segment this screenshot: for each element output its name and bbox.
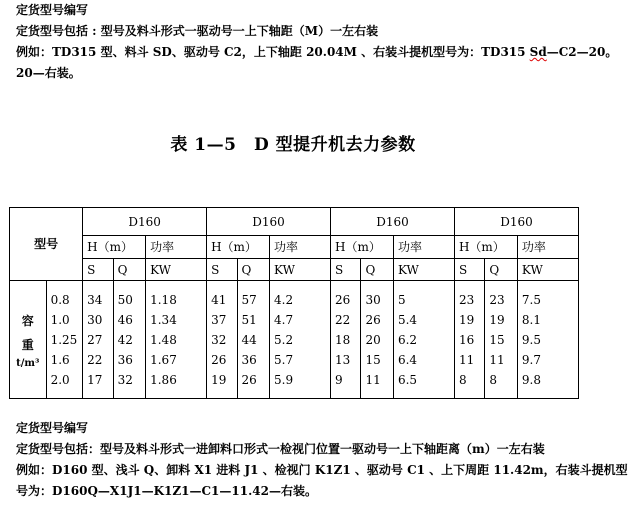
cell-s-value: 26 xyxy=(211,352,227,367)
group-4-model: D160 xyxy=(454,208,578,236)
cell-q-value: 36 xyxy=(117,352,133,367)
cell-s-value: 17 xyxy=(87,372,103,387)
group-1-s-header: S xyxy=(83,259,113,281)
cell-kw-value: 5.7 xyxy=(274,352,294,367)
group-2-s-values xyxy=(207,281,237,399)
cell-s-value: 41 xyxy=(211,292,227,307)
cell-q-value: 57 xyxy=(241,292,257,307)
capacity-label: 容 重 t/m³ xyxy=(10,281,47,399)
outro-line-2: 例如：D160 型、浅斗 Q、卸料 X1 进料 J1 、检视门 K1Z1 、驱动号 C1 、上下周距 11.42m，右装斗提机型 xyxy=(16,463,628,477)
cell-kw-value: 8.1 xyxy=(521,312,542,327)
group-3-model: D160 xyxy=(331,208,455,236)
group-2-q-header: Q xyxy=(237,259,270,281)
group-4-h-label: H（m） xyxy=(454,236,517,259)
group-4-q-values xyxy=(485,281,518,399)
group-4-s-header: S xyxy=(454,259,484,281)
group-1-q-values xyxy=(113,281,146,399)
group-4-q-header: Q xyxy=(485,259,518,281)
cell-s-value: 8 xyxy=(458,372,467,387)
group-3-h-label: H（m） xyxy=(331,236,394,259)
group-2-model: D160 xyxy=(207,208,331,236)
cell-q-value: 46 xyxy=(117,312,133,327)
cell-q-value: 8 xyxy=(489,372,498,387)
group-4-s-values xyxy=(454,281,484,399)
cell-kw-value: 1.18 xyxy=(150,292,177,307)
group-1-q-header: Q xyxy=(113,259,146,281)
intro-line-3: 20—右装。 xyxy=(16,66,81,80)
cell-s-value: 37 xyxy=(211,312,227,327)
cell-kw-value: 9.7 xyxy=(521,352,542,367)
intro-line-2-a: 例如：TD315 型、料斗 SD、驱动号 C2，上下轴距 20.04M 、右装斗提机型号为：TD315 xyxy=(16,45,530,59)
cell-q-value: 23 xyxy=(489,292,505,307)
density-column xyxy=(46,281,83,399)
cell-q-value: 15 xyxy=(489,332,505,347)
group-3-kw-values xyxy=(393,281,454,399)
intro-line-1: 定货型号包括 : 型号及料斗形式一驱动号一上下轴距（M）一左右装 xyxy=(16,24,379,38)
density-value: 1.0 xyxy=(50,312,70,327)
group-1-s-values xyxy=(83,281,113,399)
cell-s-value: 34 xyxy=(87,292,103,307)
group-3-q-values xyxy=(361,281,394,399)
cell-q-value: 11 xyxy=(365,372,381,387)
intro-line-2 xyxy=(16,42,617,63)
cell-q-value: 20 xyxy=(365,332,381,347)
cell-kw-value: 4.7 xyxy=(274,312,294,327)
group-2-kw-header: KW xyxy=(270,259,331,281)
group-4-kw-header: KW xyxy=(517,259,578,281)
intro-paragraph xyxy=(16,0,617,84)
density-value: 1.6 xyxy=(50,352,70,367)
table-title: 表 1—5 D 型提升机去力参数 xyxy=(170,135,416,155)
outro-line-3: 号为：D160Q—X1J1—K1Z1—C1—11.42—右装。 xyxy=(16,484,317,498)
intro-heading: 定货型号编写 xyxy=(16,3,89,17)
cell-kw-value: 1.67 xyxy=(150,352,177,367)
cell-q-value: 26 xyxy=(365,312,381,327)
cell-kw-value: 9.8 xyxy=(521,372,542,387)
group-2-q-values xyxy=(237,281,270,399)
cell-s-value: 32 xyxy=(211,332,227,347)
group-4-kw-values xyxy=(517,281,578,399)
cell-s-value: 27 xyxy=(87,332,103,347)
cell-s-value: 18 xyxy=(335,332,351,347)
cell-s-value: 11 xyxy=(458,352,475,367)
group-2-power-label: 功率 xyxy=(270,236,331,259)
cell-kw-value: 6.5 xyxy=(397,372,418,387)
intro-line-2-spellcheck: Sd xyxy=(529,45,547,59)
cell-s-value: 23 xyxy=(458,292,475,307)
group-3-kw-header: KW xyxy=(393,259,454,281)
cell-s-value: 19 xyxy=(458,312,475,327)
cell-q-value: 26 xyxy=(241,372,257,387)
parameter-table xyxy=(9,207,579,399)
group-3-s-values xyxy=(331,281,361,399)
cell-kw-value: 6.2 xyxy=(397,332,418,347)
cell-q-value: 50 xyxy=(117,292,133,307)
group-2-s-header: S xyxy=(207,259,237,281)
cell-q-value: 30 xyxy=(365,292,381,307)
cell-q-value: 32 xyxy=(117,372,133,387)
group-1-kw-values xyxy=(146,281,207,399)
group-2-kw-values xyxy=(270,281,331,399)
cell-s-value: 9 xyxy=(335,372,343,387)
cell-s-value: 22 xyxy=(335,312,351,327)
group-3-q-header: Q xyxy=(361,259,394,281)
cell-kw-value: 1.86 xyxy=(150,372,177,387)
cell-q-value: 36 xyxy=(241,352,257,367)
cell-kw-value: 5.4 xyxy=(397,312,418,327)
cell-q-value: 51 xyxy=(241,312,257,327)
outro-line-1: 定货型号包括：型号及料斗形式一进卸料口形式一检视门位置一驱动号一上下轴距离（m）一左右装 xyxy=(16,442,545,456)
cell-q-value: 42 xyxy=(117,332,133,347)
cell-kw-value: 6.4 xyxy=(397,352,418,367)
cell-s-value: 30 xyxy=(87,312,103,327)
cell-s-value: 16 xyxy=(458,332,475,347)
cell-kw-value: 5 xyxy=(397,292,406,307)
cell-s-value: 19 xyxy=(211,372,227,387)
group-2-h-label: H（m） xyxy=(207,236,270,259)
cell-kw-value: 1.48 xyxy=(150,332,177,347)
group-3-power-label: 功率 xyxy=(393,236,454,259)
cell-q-value: 44 xyxy=(241,332,257,347)
intro-line-2-c: —C2—20。 xyxy=(546,45,618,59)
outro-paragraph xyxy=(16,418,628,502)
cell-q-value: 19 xyxy=(489,312,505,327)
density-value: 2.0 xyxy=(50,372,70,387)
cell-s-value: 22 xyxy=(87,352,103,367)
group-1-model: D160 xyxy=(83,208,207,236)
group-4-power-label: 功率 xyxy=(517,236,578,259)
group-1-kw-header: KW xyxy=(146,259,207,281)
cell-s-value: 26 xyxy=(335,292,351,307)
cell-q-value: 11 xyxy=(489,352,505,367)
cell-s-value: 13 xyxy=(335,352,351,367)
cell-kw-value: 9.5 xyxy=(521,332,542,347)
density-value: 1.25 xyxy=(50,332,78,347)
model-header: 型号 xyxy=(10,208,83,281)
group-1-h-label: H（m） xyxy=(83,236,146,259)
outro-heading: 定货型号编写 xyxy=(16,421,89,435)
density-value: 0.8 xyxy=(50,292,70,307)
cell-kw-value: 5.9 xyxy=(274,372,294,387)
group-1-power-label: 功率 xyxy=(146,236,207,259)
cell-kw-value: 1.34 xyxy=(150,312,177,327)
cell-q-value: 15 xyxy=(365,352,381,367)
cell-kw-value: 5.2 xyxy=(274,332,294,347)
cell-kw-value: 7.5 xyxy=(521,292,542,307)
group-3-s-header: S xyxy=(331,259,361,281)
cell-kw-value: 4.2 xyxy=(274,292,294,307)
